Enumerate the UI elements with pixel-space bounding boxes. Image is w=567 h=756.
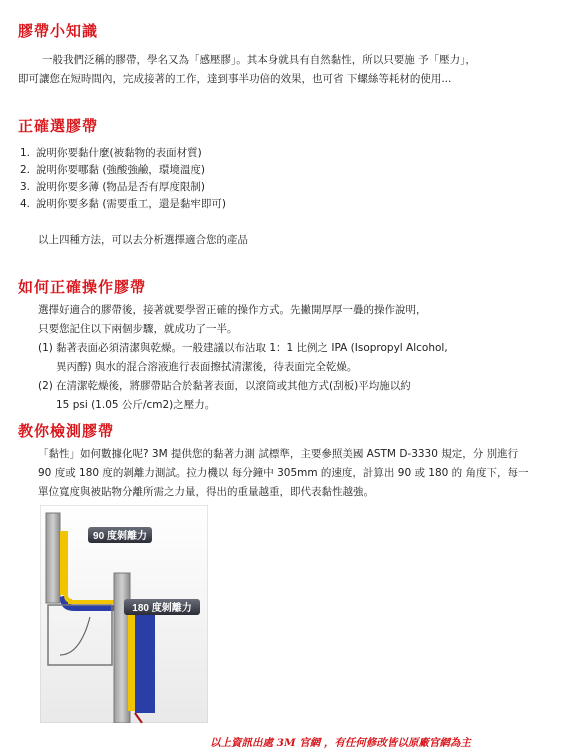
plate-90: [46, 513, 60, 603]
operate-line-1: 選擇好適合的膠帶後，接著就要學習正確的操作方式。先撇開厚厚一疊的操作說明，: [38, 304, 427, 316]
section-title-test-tape: 教你檢測膠帶: [18, 422, 115, 440]
test-line-1: 「黏性」如何數據化呢? 3M 提供您的黏著力測 試標準，主要參照美國 ASTM D-3330 規定，分 別進行: [38, 448, 519, 460]
choose-summary: 以上四種方法，可以去分析選擇適合您的產品: [38, 234, 248, 246]
plate-180: [114, 573, 130, 723]
label-90: 90 度剝離力: [93, 531, 147, 542]
test-line-3: 單位寬度與被貼物分離所需之力量，得出的重量越重，即代表黏性越強。: [38, 486, 374, 498]
peel-test-diagram: [40, 505, 208, 723]
test-line-2: 90 度或 180 度的剝離力測試。拉力機以 每分鐘中 305mm 的速度，計算出 90 或 180 的 角度下，每一: [38, 467, 529, 479]
tape-180: [128, 615, 135, 711]
list-item: 2. 說明你要哪黏 (強酸強鹼，環境溫度): [20, 164, 206, 176]
footer-note: 以上資訊出處 3M 官網 ，有任何修改皆以原廠官網為主: [210, 737, 471, 749]
section-title-choose-tape: 正確選膠帶: [18, 117, 99, 135]
intro-line-1: 一般我們泛稱的膠帶，學名又為「感壓膠」。其本身就具有自然黏性，所以只要施 予「壓力」，: [42, 54, 476, 66]
step-1: (1) 黏著表面必須清潔與乾燥。一般建議以布沾取 1：1 比例之 IPA (Isopropyl Alcohol, 異丙醇) 與水的混合溶液進行表面擦拭清潔後，待表面完全乾燥。: [38, 342, 448, 373]
label-180: 180 度剝離力: [132, 603, 192, 614]
intro-line-2: 即可讓您在短時間內，完成接著的工作，達到事半功倍的效果，也可省 下螺絲等耗材的使用...: [18, 73, 452, 85]
operate-line-2: 只要您記住以下兩個步驟，就成功了一半。: [38, 323, 238, 335]
film-180: [135, 613, 155, 713]
list-item: 4. 說明你要多黏 (需要重工，還是黏牢即可): [20, 198, 227, 210]
step-2: (2) 在清潔乾燥後，將膠帶貼合於黏著表面，以滾筒或其他方式(刮板)平均施以約 15 psi (1.05 公斤/cm2)之壓力。: [38, 380, 411, 411]
section-title-tape-knowledge: 膠帶小知識: [18, 22, 99, 40]
list-item: 3. 說明你要多薄 (物品是否有厚度限制): [20, 181, 206, 193]
list-item: 1. 說明你要黏什麼(被黏物的表面材質): [20, 147, 202, 159]
section-title-operate-tape: 如何正確操作膠帶: [18, 278, 147, 296]
